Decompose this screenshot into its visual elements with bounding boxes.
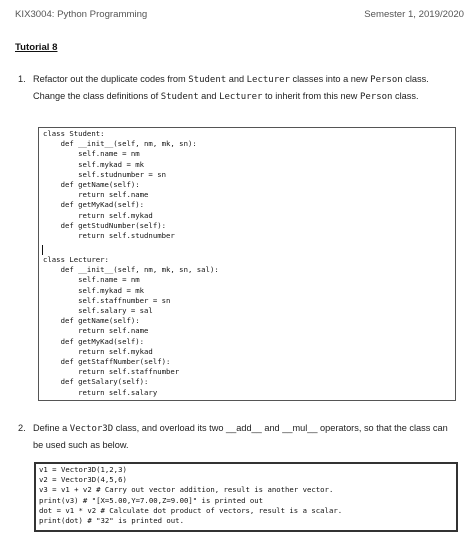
code-line: def getStaffNumber(self):: [43, 357, 171, 366]
code-line: def getMyKad(self):: [43, 200, 145, 210]
code-line: return self.salary: [43, 387, 158, 397]
code-line: self.staffnumber = sn: [43, 295, 171, 305]
code-line: print(v3) # "[X=5.00,Y=7.00,Z=9.00]" is printed out: [39, 495, 264, 505]
code-line: self.name = nm: [43, 149, 140, 159]
question-1-text: Refactor out the duplicate codes from Student and Lecturer classes into a new Person class. Change the class definitions of Student and Lecturer to inherit from this new Person class.: [33, 74, 429, 102]
code-line: print(dot) # "32" is printed out.: [39, 516, 184, 525]
code-line: class Lecturer:: [43, 255, 109, 264]
question-2: [18, 420, 458, 454]
code-line: def getName(self):: [43, 316, 140, 326]
code-line: return self.studnumber: [43, 231, 175, 240]
code-line: def __init__(self, nm, mk, sn):: [43, 139, 197, 149]
question-2-text: Define a Vector3D class, and overload its two __add__ and __mul__ operators, so that the class can be used such as below.: [33, 423, 448, 450]
code-line: def getMyKad(self):: [43, 336, 145, 346]
code-line: self.mykad = mk: [43, 159, 145, 169]
code-line: class Student:: [43, 129, 105, 138]
code-line: v2 = Vector3D(4,5,6): [39, 475, 127, 485]
code-line: return self.mykad: [43, 346, 153, 356]
code-line: self.mykad = mk: [43, 285, 145, 295]
question-1-number: 1.: [18, 74, 26, 84]
code-line: self.salary = sal: [43, 306, 153, 315]
semester-label: Semester 1, 2019/2020: [364, 9, 464, 20]
code-line: return self.mykad: [43, 210, 153, 220]
code-line: return self.name: [43, 326, 149, 336]
page-title: Tutorial 8: [15, 42, 58, 53]
code-line: return self.staffnumber: [43, 367, 180, 377]
code-line: def __init__(self, nm, mk, sn, sal):: [43, 265, 219, 275]
code-line: v1 = Vector3D(1,2,3): [39, 465, 127, 474]
page-header: [15, 9, 464, 23]
code-line: def getStudNumber(self):: [43, 220, 167, 230]
code-line: def getSalary(self):: [43, 377, 149, 387]
course-name: KIX3004: Python Programming: [15, 9, 148, 20]
question-2-number: 2.: [18, 423, 26, 433]
question-1: [18, 71, 458, 121]
code-line: return self.name: [43, 190, 149, 200]
text-cursor: [42, 245, 43, 255]
code-box-student-lecturer: [38, 127, 456, 401]
code-box-vector3d-usage: [34, 462, 458, 532]
code-line: v3 = v1 + v2 # Carry out vector addition, result is another vector.: [39, 485, 334, 495]
code-line: dot = v1 * v2 # Calculate dot product of vectors, result is a scalar.: [39, 505, 343, 515]
code-line: self.studnumber = sn: [43, 169, 167, 179]
code-line: def getName(self):: [43, 180, 140, 189]
code-line: self.name = nm: [43, 275, 140, 285]
